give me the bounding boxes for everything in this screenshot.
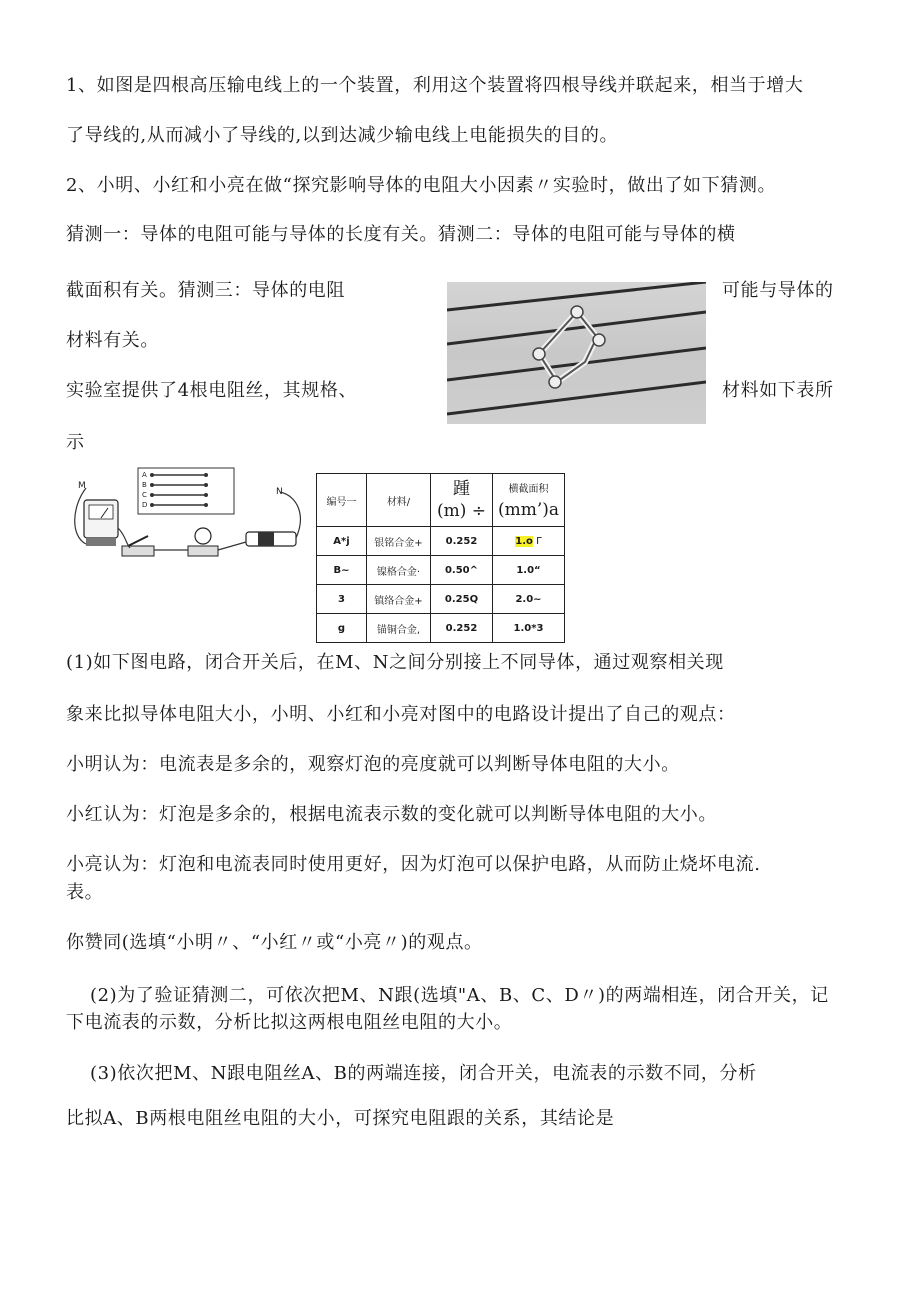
cell-material: 锚铜合金,: [367, 614, 431, 643]
header-length: [431, 474, 493, 527]
question-2-line-1: (2)为了验证猜测二，可依次把M、N跟(选填"A、B、C、D〃)的两端相连，闭合开关，记: [90, 985, 829, 1006]
header-length-top: 踵: [453, 479, 470, 499]
header-id: 编号一: [317, 474, 367, 527]
paragraph-2: 2、小明、小红和小亮在做“探究影响导体的电阻大小因素〃实验时，做出了如下猜测。: [66, 175, 777, 196]
switch-icon: [122, 546, 154, 556]
table-row: [317, 527, 565, 556]
cell-area: 1.0“: [493, 556, 565, 585]
cell-area: [493, 527, 565, 556]
guess-line-3: 材料有关。: [66, 330, 159, 351]
header-area-bottom: (mm’)a: [497, 499, 560, 520]
header-material: 材料/: [367, 474, 431, 527]
question-3-line-1: (3)依次把M、N跟电阻丝A、B的两端连接，闭合开关，电流表的示数不同，分析: [90, 1063, 757, 1084]
question-2-line-2: 下电流表的示数，分析比拟这两根电阻丝电阻的大小。: [66, 1012, 513, 1033]
xiaohong-opinion: 小红认为：灯泡是多余的，根据电流表示数的变化就可以判断导体电阻的大小。: [66, 804, 717, 825]
cell-length: 0.25Q: [431, 585, 493, 614]
cell-area: 1.0*3: [493, 614, 565, 643]
question-1-line-1: (1)如下图电路，闭合开关后，在M、N之间分别接上不同导体，通过观察相关现: [66, 652, 724, 673]
resistance-wire-table: [316, 473, 565, 643]
cell-material: 镍格合金·: [367, 556, 431, 585]
agree-question: 你赞同(选填“小明〃、“小红〃或“小亮〃)的观点。: [66, 932, 483, 953]
cell-area-suffix: Γ: [536, 535, 542, 547]
xiaoliang-opinion-line-1: 小亮认为：灯泡和电流表同时使用更好，因为灯泡可以保护电路，从而防止烧坏电流.: [66, 854, 761, 875]
cell-area: 2.0~: [493, 585, 565, 614]
table-row: [317, 585, 565, 614]
guess-line-2-left: 截面积有关。猜测三：导体的电阻: [66, 280, 345, 301]
cell-length: 0.50^: [431, 556, 493, 585]
question-3-line-2: 比拟A、B两根电阻丝电阻的大小，可探究电阻跟的关系，其结论是: [66, 1108, 615, 1129]
wire-label-a: A: [142, 471, 147, 479]
label-m: M: [78, 481, 86, 491]
header-area: [493, 474, 565, 527]
table-row: [317, 614, 565, 643]
header-area-top: 横截面积: [508, 483, 549, 495]
guess-line-1: 猜测一：导体的电阻可能与导体的长度有关。猜测二：导体的电阻可能与导体的横: [66, 224, 736, 245]
lab-line-right: 材料如下表所: [722, 380, 834, 401]
cell-length: 0.252: [431, 614, 493, 643]
lab-line-end: 示: [66, 432, 85, 453]
cell-id: g: [317, 614, 367, 643]
xiaoming-opinion: 小明认为：电流表是多余的，观察灯泡的亮度就可以判断导体电阻的大小。: [66, 754, 680, 775]
paragraph-1-line-1: 1、如图是四根高压输电线上的一个装置，利用这个装置将四根导线并联起来，相当于增大: [66, 75, 804, 96]
table-header-row: [317, 474, 565, 527]
header-length-bottom: (m) ÷: [436, 501, 487, 521]
question-1-line-2: 象来比拟导体电阻大小，小明、小红和小亮对图中的电路设计提出了自己的观点：: [66, 704, 736, 725]
cell-area-value: 1.o: [515, 535, 533, 547]
paragraph-1-line-2: 了导线的,从而减小了导线的,以到达减少输电线上电能损失的目的。: [66, 125, 619, 146]
circuit-diagram: [66, 466, 306, 574]
guess-line-2-right: 可能与导体的: [722, 280, 834, 301]
table-row: [317, 556, 565, 585]
cell-material: 镇络合金+: [367, 585, 431, 614]
cell-id: A*j: [317, 527, 367, 556]
wire-label-b: B: [142, 481, 147, 489]
label-n: N: [276, 487, 283, 497]
power-line-spacer-photo: [447, 282, 706, 424]
cell-material: 银铭合金+: [367, 527, 431, 556]
lab-line-left: 实验室提供了4根电阻丝，其规格、: [66, 380, 358, 401]
wire-label-c: C: [142, 491, 147, 499]
xiaoliang-opinion-line-2: 表。: [66, 882, 104, 903]
cell-id: B~: [317, 556, 367, 585]
cell-id: 3: [317, 585, 367, 614]
wire-label-d: D: [142, 501, 148, 509]
bulb-icon: [195, 528, 211, 544]
cell-length: 0.252: [431, 527, 493, 556]
